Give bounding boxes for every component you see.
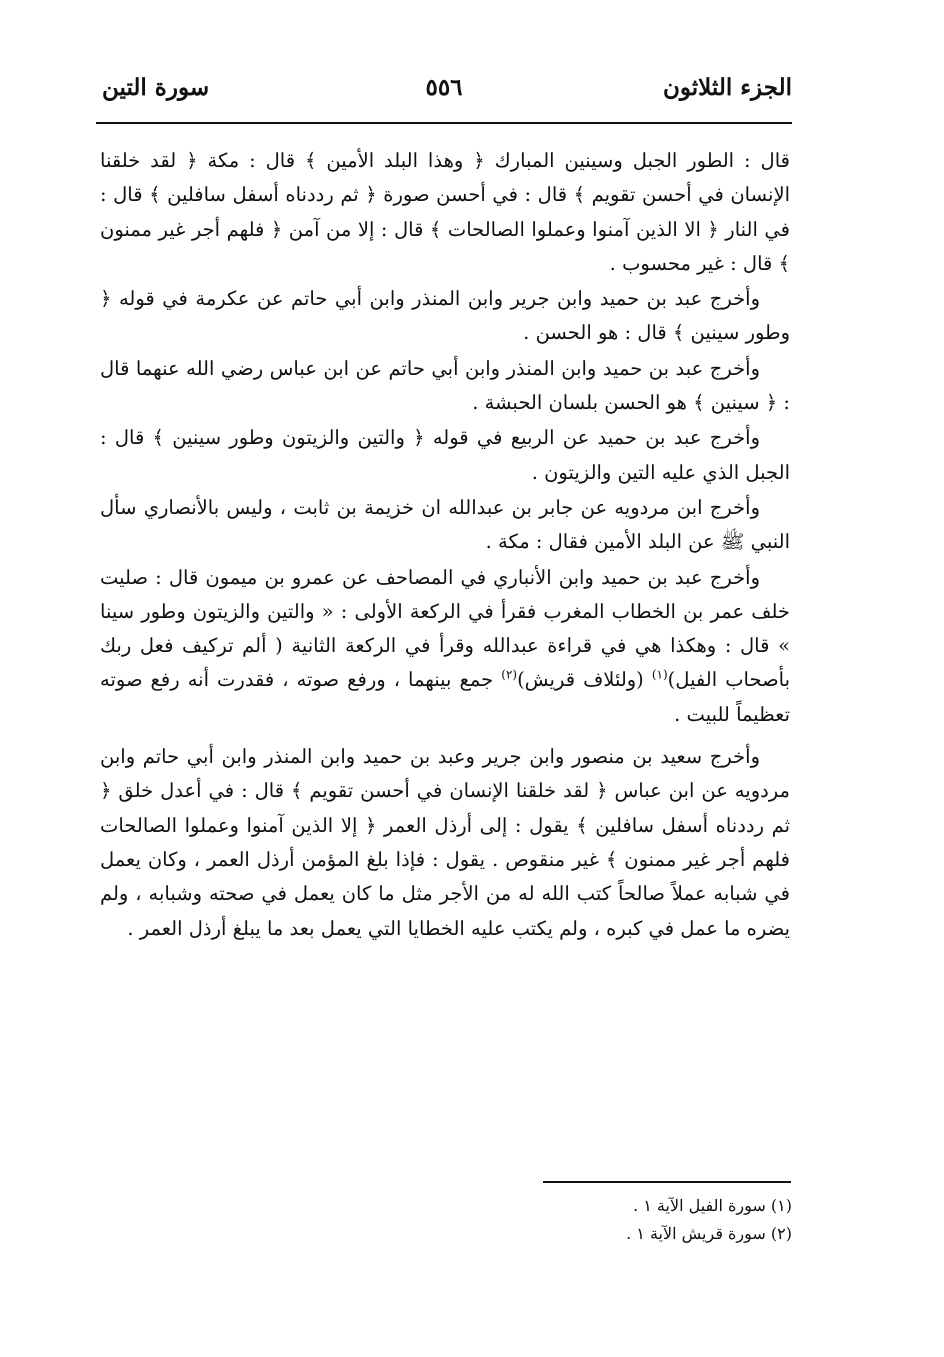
surah-title: سورة التين — [102, 74, 210, 101]
paragraph-text-cont: (ولئلاف قريش) — [517, 668, 652, 692]
footnote-2: (٢) سورة قريش الآية ١ . — [626, 1224, 792, 1243]
paragraph: وأخرج عبد بن حميد عن الربيع في قوله ﴿ والتين والزيتون وطور سينين ﴾ قال : الجبل الذي عليه التين والزيتون . — [100, 426, 790, 484]
paragraph: قال : الطور الجبل وسينين المبارك ﴿ وهذا البلد الأمين ﴾ قال : مكة ﴿ لقد خلقنا الإنسان في أحسن تقويم ﴾ قال : في أحسن صورة ﴿ ثم رددناه أسفل سافلين ﴾ قال : في النار ﴿ الا الذين آمنوا وعملوا الصالحات ﴾ قال : إلا من آمن ﴿ فلهم أجر غير ممنون ﴾ قال : غير محسوب . — [100, 149, 790, 275]
main-text — [100, 144, 790, 947]
paragraph-text-end: جمع بينهما ، ورفع صوته ، فقدرت أنه رفع صوته تعظيماً للبيت . — [100, 668, 790, 726]
page-number: ٥٥٦ — [425, 74, 463, 101]
header-divider — [96, 122, 792, 124]
paragraph: وأخرج ابن مردويه عن جابر بن عبدالله ان خزيمة بن ثابت ، وليس بالأنصاري سأل النبي ﷺ عن البلد الأمين فقال : مكة . — [100, 495, 790, 554]
paragraph: وأخرج عبد بن حميد وابن المنذر وابن أبي حاتم عن ابن عباس رضي الله عنهما قال : ﴿ سينين ﴾ هو الحسن بلسان الحبشة . — [100, 356, 790, 415]
footnotes — [626, 1192, 792, 1248]
footnote-1: (١) سورة الفيل الآية ١ . — [633, 1196, 792, 1215]
page-header — [96, 70, 792, 116]
paragraph: وأخرج سعيد بن منصور وابن جرير وعبد بن حميد وابن المنذر وابن أبي حاتم وابن مردويه عن ابن عباس ﴿ لقد خلقنا الإنسان في أحسن تقويم ﴾ قال : في أعدل خلق ﴿ ثم رددناه أسفل سافلين ﴾ يقول : إلى أرذل العمر ﴿ إلا الذين آمنوا وعملوا الصالحات فلهم أجر غير ممنون ﴾ غير منقوص . يقول : فإذا بلغ المؤمن أرذل العمر ، وكان يعمل في شبابه عملاً صالحاً كتب الله له من الأجر مثل ما كان يعمل في صحته وشبابه ، ولم يضره ما عمل في كبره ، ولم يكتب عليه الخطايا التي يعمل بعد ما يبلغ أرذل العمر . — [100, 745, 790, 940]
part-title: الجزء الثلاثون — [663, 74, 792, 101]
footnote-ref-2: (٢) — [501, 667, 518, 682]
footnote-ref-1: (١) — [651, 667, 668, 682]
footnote-divider — [543, 1181, 791, 1183]
paragraph-text: وأخرج عبد بن حميد وابن الأنباري في المصاحف عن عمرو بن ميمون قال : صليت خلف عمر بن الخطاب المغرب فقرأ في الركعة الأولى : « والتين والزيتون وطور سينا » قال : وهكذا هي في قراءة عبدالله وقرأ في الركعة الثانية ( ألم تركيف فعل ربك بأصحاب الفيل) — [100, 565, 791, 692]
paragraph: وأخرج عبد بن حميد وابن جرير وابن المنذر وابن أبي حاتم عن عكرمة في قوله ﴿ وطور سينين ﴾ قال : هو الحسن . — [100, 287, 790, 345]
paragraph-amr-ibn-maymun — [100, 561, 790, 732]
